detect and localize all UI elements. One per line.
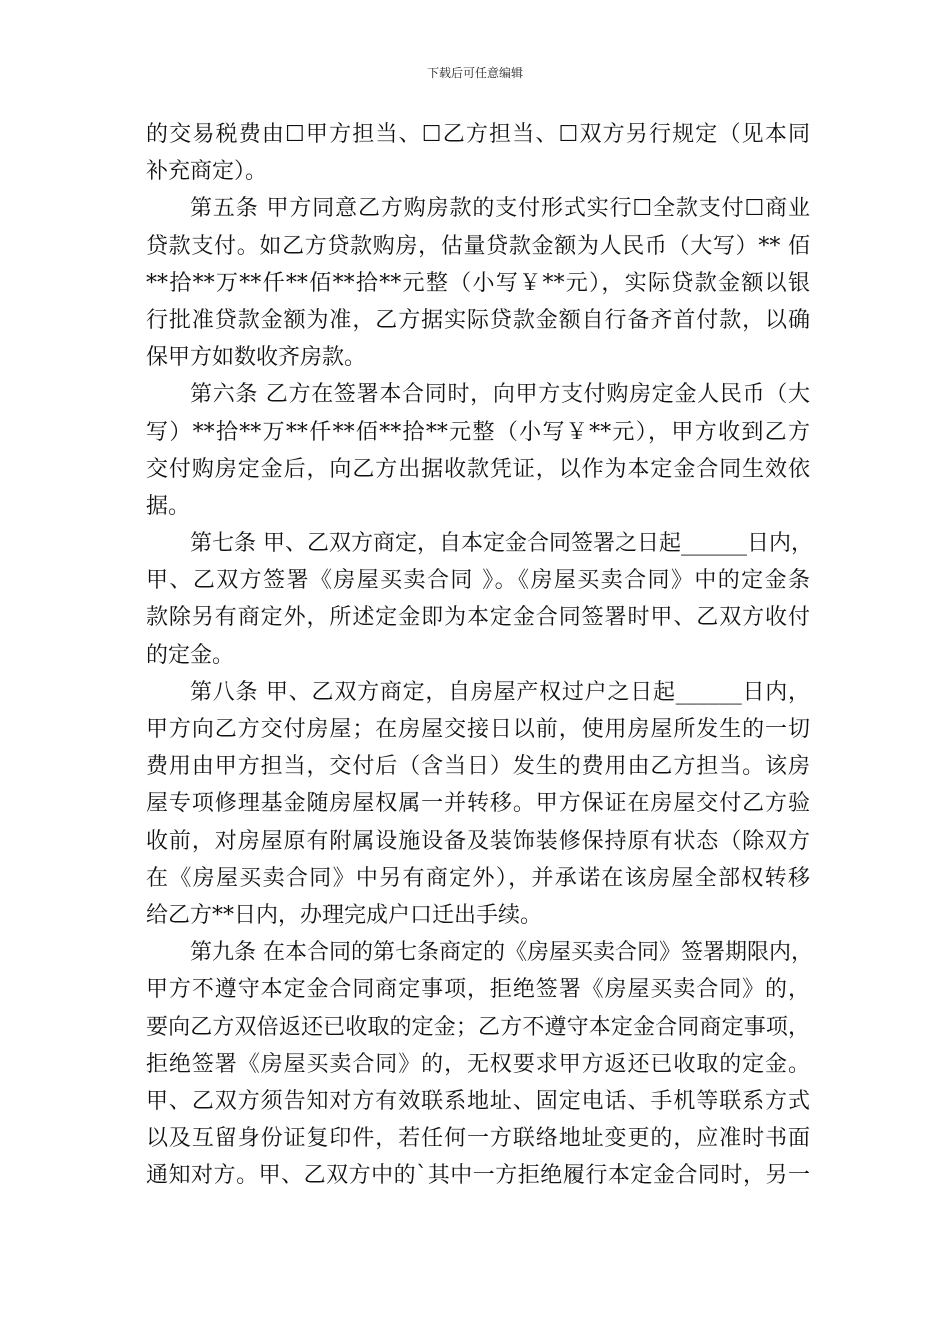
paragraph-first-line: 第九条 在本合同的第七条商定的《房屋买卖合同》签署期限内， xyxy=(190,940,813,966)
text-line: 要向乙方双倍返还已收取的定金；乙方不遵守本定金合同商定事项， xyxy=(146,1014,810,1040)
text-line: **拾**万**仟**佰**拾**元整（小写￥**元），实际贷款金额以银 xyxy=(146,270,810,296)
text-line: 保甲方如数收齐房款。 xyxy=(146,345,367,371)
text-line: 拒绝签署《房屋买卖合同》的，无权要求甲方返还已收取的定金。 xyxy=(146,1051,810,1077)
text-line: 贷款支付。如乙方贷款购房，估量贷款金额为人民币（大写）** 佰 xyxy=(146,233,810,259)
text-line: 给乙方**日内，办理完成户口迁出手续。 xyxy=(146,902,543,928)
text-line: 行批准贷款金额为准，乙方据实际贷款金额自行备齐首付款，以确 xyxy=(146,307,810,333)
text-line: 款除另有商定外，所述定金即为本定金合同签署时甲、乙双方收付 xyxy=(146,605,810,631)
paragraph-first-line: 第七条 甲、乙双方商定，自本定金合同签署之日起______日内， xyxy=(190,531,813,557)
text-line: 通知对方。甲、乙双方中的`其中一方拒绝履行本定金合同时，另一 xyxy=(146,1163,810,1189)
text-line: 以及互留身份证复印件，若任何一方联络地址变更的，应准时书面 xyxy=(146,1126,810,1152)
text-line: 交付购房定金后，向乙方出据收款凭证，以作为本定金合同生效依 xyxy=(146,456,810,482)
text-line: 甲、乙双方签署《房屋买卖合同 》。《房屋买卖合同》中的定金条 xyxy=(146,568,810,594)
paragraph-first-line: 第六条 乙方在签署本合同时，向甲方支付购房定金人民币（大 xyxy=(190,382,810,408)
document-body xyxy=(146,116,813,1194)
text-line: 的交易税费由☐甲方担当、☐乙方担当、☐双方另行规定（见本同 xyxy=(146,122,810,147)
text-line: 的定金。 xyxy=(146,642,235,668)
text-line: 屋专项修理基金随房屋权属一并转移。甲方保证在房屋交付乙方验 xyxy=(146,791,810,817)
text-line: 补充商定）。 xyxy=(146,159,268,185)
text-line: 在《房屋买卖合同》中另有商定外），并承诺在该房屋全部权转移 xyxy=(146,865,810,891)
text-line: 甲方不遵守本定金合同商定事项，拒绝签署《房屋买卖合同》的， xyxy=(146,977,810,1003)
text-line: 甲方向乙方交付房屋；在房屋交接日以前，使用房屋所发生的一切 xyxy=(146,717,810,742)
paragraph-first-line: 第八条 甲、乙双方商定，自房屋产权过户之日起______日内， xyxy=(190,679,810,705)
text-line: 费用由甲方担当，交付后（含当日）发生的费用由乙方担当。该房 xyxy=(146,754,810,780)
text-line: 收前，对房屋原有附属设施设备及装饰装修保持原有状态（除双方 xyxy=(146,828,810,854)
paragraph-first-line: 第五条 甲方同意乙方购房款的支付形式实行☐全款支付☐商业 xyxy=(190,196,810,222)
text-line: 据。 xyxy=(146,493,191,519)
text-line: 写）**拾**万**仟**佰**拾**元整（小写￥**元），甲方收到乙方 xyxy=(146,419,810,445)
page-header-note: 下载后可任意编辑 xyxy=(426,66,523,80)
text-line: 甲、乙双方须告知对方有效联系地址、固定电话、手机等联系方式 xyxy=(146,1088,810,1114)
